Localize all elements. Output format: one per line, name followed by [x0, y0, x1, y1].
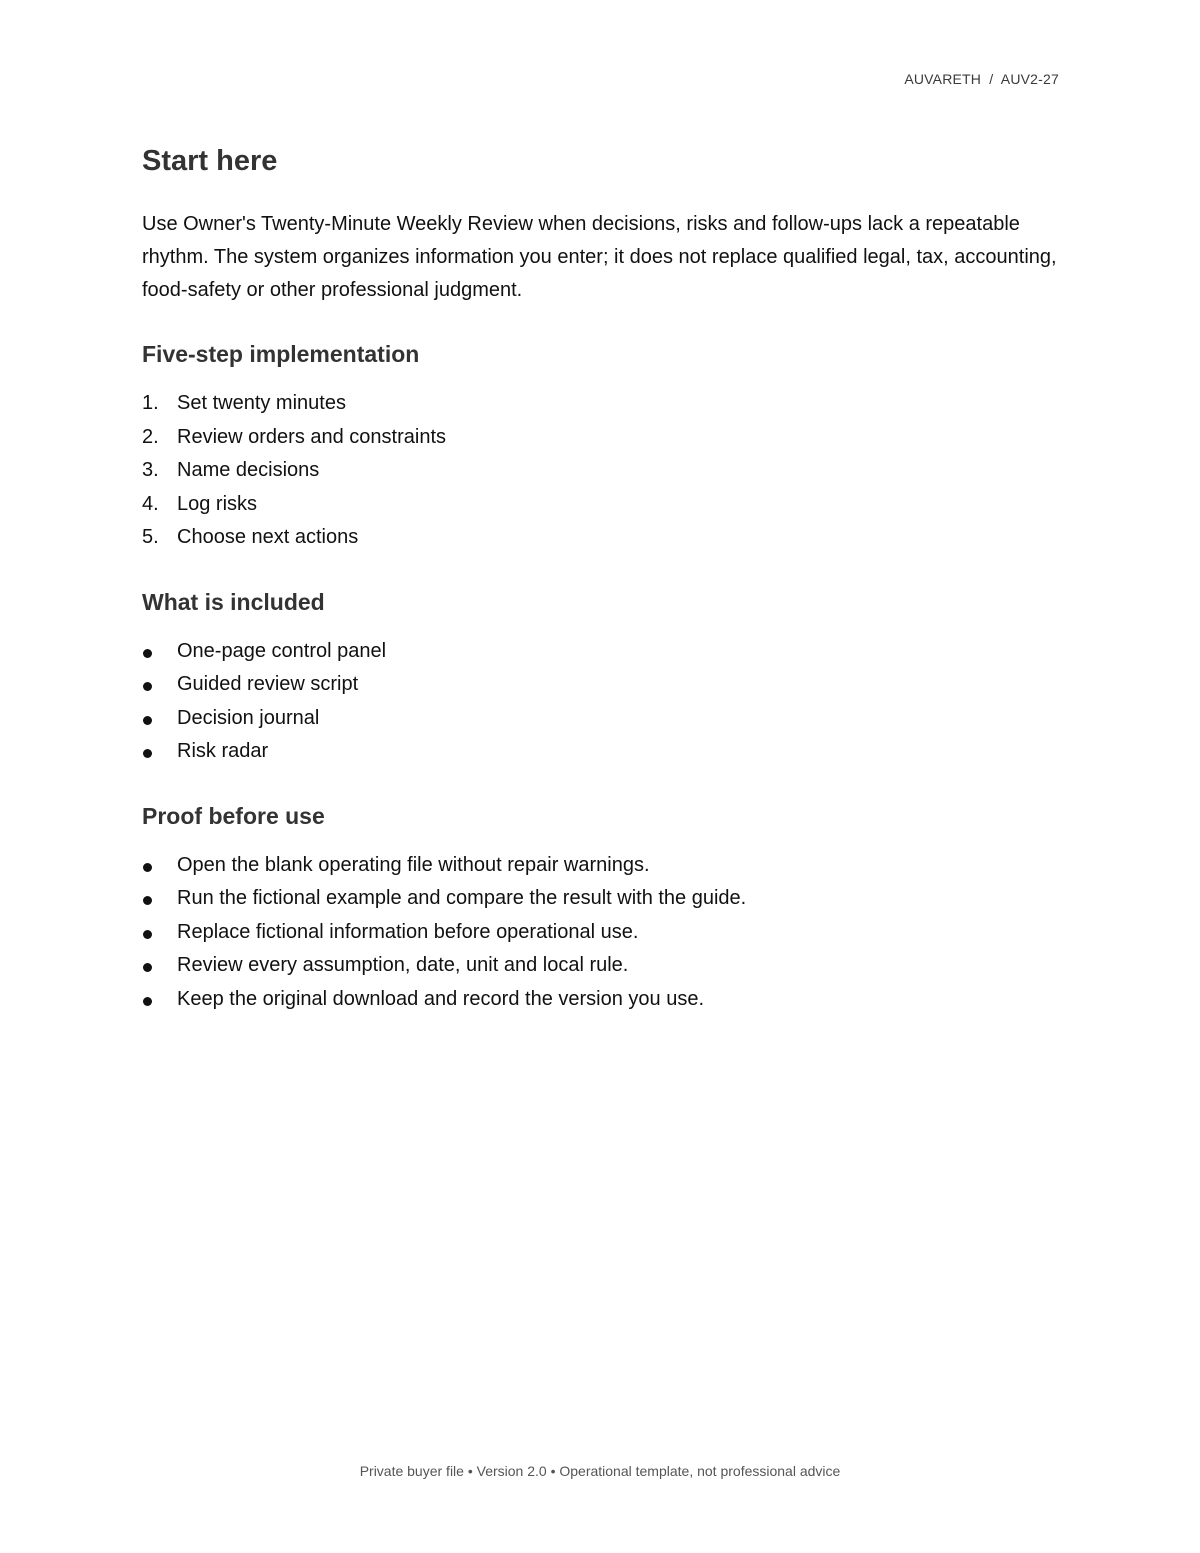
step-text: Choose next actions [177, 526, 359, 548]
intro-paragraph: Use Owner's Twenty-Minute Weekly Review when decisions, risks and follow-ups lack a repeatable rhythm. The system organizes information you enter; it does not replace qualified legal, tax, accounting, food-safety or other professional judgment. [142, 213, 1057, 301]
list-item [142, 387, 1062, 421]
item-text: Keep the original download and record the version you use. [177, 987, 705, 1010]
list-item [142, 702, 1062, 736]
bullet-icon [143, 649, 152, 658]
list-item [142, 949, 1062, 983]
page-footer: Private buyer file • Version 2.0 • Operational template, not professional advice [359, 1463, 841, 1479]
included-list [142, 635, 1062, 769]
list-item [142, 521, 1062, 555]
list-item [142, 421, 1062, 455]
bullet-icon [143, 863, 152, 872]
document-body [142, 140, 1062, 1016]
bullet-icon [143, 716, 152, 725]
proof-section [142, 801, 1062, 1017]
step-text: Set twenty minutes [177, 392, 346, 414]
list-item [142, 983, 1062, 1017]
step-number: 1. [142, 392, 159, 414]
list-item [142, 668, 1062, 702]
step-number: 3. [142, 459, 159, 481]
step-text: Name decisions [177, 459, 320, 481]
item-text: Review every assumption, date, unit and local rule. [177, 954, 629, 976]
included-heading: What is included [142, 588, 325, 615]
proof-list [142, 849, 1062, 1017]
step-text: Review orders and constraints [177, 425, 447, 448]
bullet-icon [143, 896, 152, 905]
list-item [142, 454, 1062, 488]
step-number: 2. [142, 425, 159, 448]
step-number: 4. [142, 492, 159, 515]
item-text: Open the blank operating file without repair warnings. [177, 853, 650, 876]
bullet-icon [143, 997, 152, 1006]
list-item [142, 488, 1062, 522]
list-item [142, 849, 1062, 883]
item-text: Risk radar [177, 740, 269, 762]
step-number: 5. [142, 526, 159, 548]
item-text: Decision journal [177, 706, 320, 729]
item-text: One-page control panel [177, 639, 387, 662]
bullet-icon [143, 930, 152, 939]
document-code: AUVARETH / AUV2-27 [904, 71, 1059, 87]
list-item [142, 735, 1062, 769]
implementation-heading: Five-step implementation [142, 341, 420, 367]
proof-heading: Proof before use [142, 802, 325, 829]
included-section [142, 587, 1062, 769]
list-item [142, 882, 1062, 916]
bullet-icon [143, 963, 152, 972]
item-text: Run the fictional example and compare the result with the guide. [177, 887, 747, 909]
bullet-icon [143, 749, 152, 758]
list-item [142, 635, 1062, 669]
item-text: Replace fictional information before operational use. [177, 920, 639, 943]
page-title: Start here [142, 145, 278, 177]
implementation-steps-list [142, 387, 1062, 555]
implementation-section [142, 339, 1062, 555]
list-item [142, 916, 1062, 950]
bullet-icon [143, 682, 152, 691]
item-text: Guided review script [177, 673, 359, 695]
step-text: Log risks [177, 492, 258, 515]
